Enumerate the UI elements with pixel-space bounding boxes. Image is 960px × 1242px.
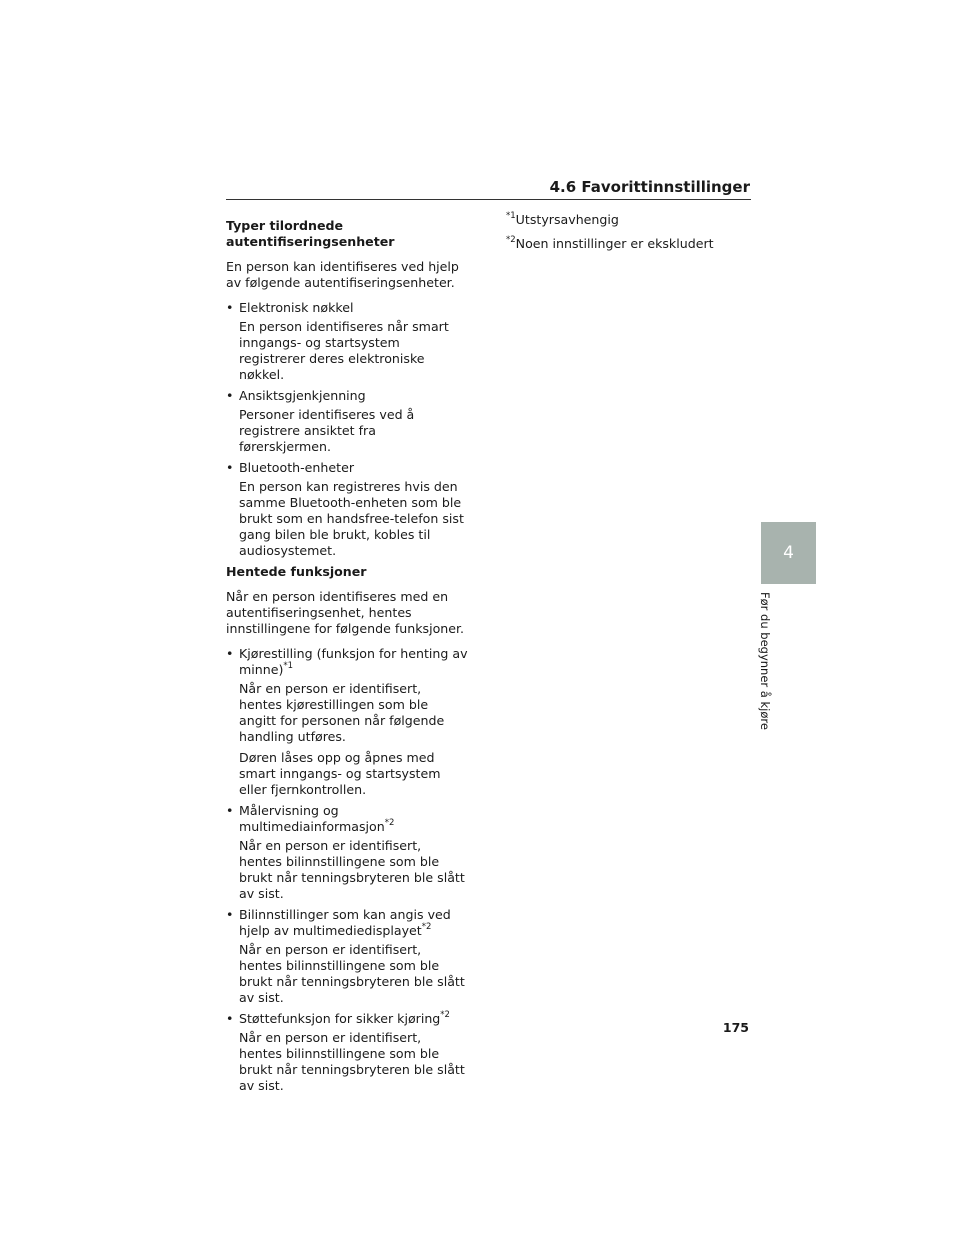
chapter-number: 4 (783, 543, 794, 563)
list-item (226, 460, 468, 559)
left-column (226, 218, 468, 1099)
list-item (226, 388, 468, 455)
list-item-title: • Bilinnstillinger som kan angis ved hjelp av multimediedisplayet$^{*2}$ (226, 907, 468, 939)
footnote-ref: *2 (421, 922, 432, 932)
footnote-mark: *2 (506, 235, 516, 245)
footnote (506, 236, 756, 252)
list-item-title: • Bluetooth-enheter (226, 460, 468, 476)
footnote-ref: *2 (384, 818, 395, 828)
footnote-ref: *2 (440, 1010, 450, 1020)
list-item-title: • Målervisning og multimediainformasjon$^{*2}$ (226, 803, 468, 835)
footnote-mark: *1 (506, 211, 516, 221)
header-divider (226, 199, 751, 200)
list-item (226, 1011, 468, 1094)
intro-paragraph: Når en person identifiseres med en autentifiseringsenhet, hentes innstillingene for følgende funksjoner. (226, 589, 465, 636)
list-item (226, 803, 468, 902)
footnote-text: Utstyrsavhengig (515, 212, 619, 227)
list-item-title: • Støttefunksjon for sikker kjøring$^{*2}$ (226, 1011, 468, 1027)
list-item-text: Når en person er identifisert, hentes kjørestillingen som ble angitt for personen når følgende handling utføres. (239, 681, 445, 744)
footnote-ref: *1 (283, 661, 294, 671)
chapter-tab (761, 522, 816, 584)
section-heading: Hentede funksjoner (226, 564, 367, 579)
section-heading (226, 218, 468, 250)
list-item-title: • Elektronisk nøkkel (226, 300, 468, 316)
list-item-text: Døren låses opp og åpnes med smart inngangs- og startsystem eller fjernkontrollen. (239, 750, 441, 797)
list-item-text: Når en person er identifisert, hentes bilinnstillingene som ble brukt når tenningsbryteren ble slått av sist. (239, 1030, 465, 1093)
right-column (506, 212, 756, 260)
list-item-title: • Ansiktsgjenkjenning (226, 388, 468, 404)
list-item-text: En person kan registreres hvis den samme Bluetooth-enheten som ble brukt som en handsfree-telefon sist gang bilen ble brukt, kobles til audiosystemet. (239, 479, 464, 558)
page-number: 175 (722, 1020, 749, 1035)
list-item (226, 907, 468, 1006)
section-title: 4.6 Favorittinnstillinger (549, 178, 750, 196)
list-item-title: • Kjørestilling (funksjon for henting av minne)$^{*1}$ (226, 646, 468, 678)
list-item (226, 646, 468, 798)
list-item-text: Når en person er identifisert, hentes bilinnstillingene som ble brukt når tenningsbryteren ble slått av sist. (239, 942, 465, 1005)
list-item-text: Personer identifiseres ved å registrere ansiktet fra førerskjermen. (239, 407, 415, 454)
footnote (506, 212, 756, 228)
heading-line-2: autentifiseringsenheter (226, 234, 395, 249)
heading-line-1: Typer tilordnede (226, 218, 344, 233)
list-item (226, 300, 468, 383)
intro-paragraph: En person kan identifiseres ved hjelp av følgende autentifiseringsenheter. (226, 259, 459, 290)
chapter-side-label: Før du begynner å kjøre (758, 592, 772, 730)
list-item-text: En person identifiseres når smart inngangs- og startsystem registrerer deres elektroniske nøkkel. (239, 319, 449, 382)
list-item-text: Når en person er identifisert, hentes bilinnstillingene som ble brukt når tenningsbryteren ble slått av sist. (239, 838, 465, 901)
footnote-text: Noen innstillinger er ekskludert (515, 236, 714, 251)
